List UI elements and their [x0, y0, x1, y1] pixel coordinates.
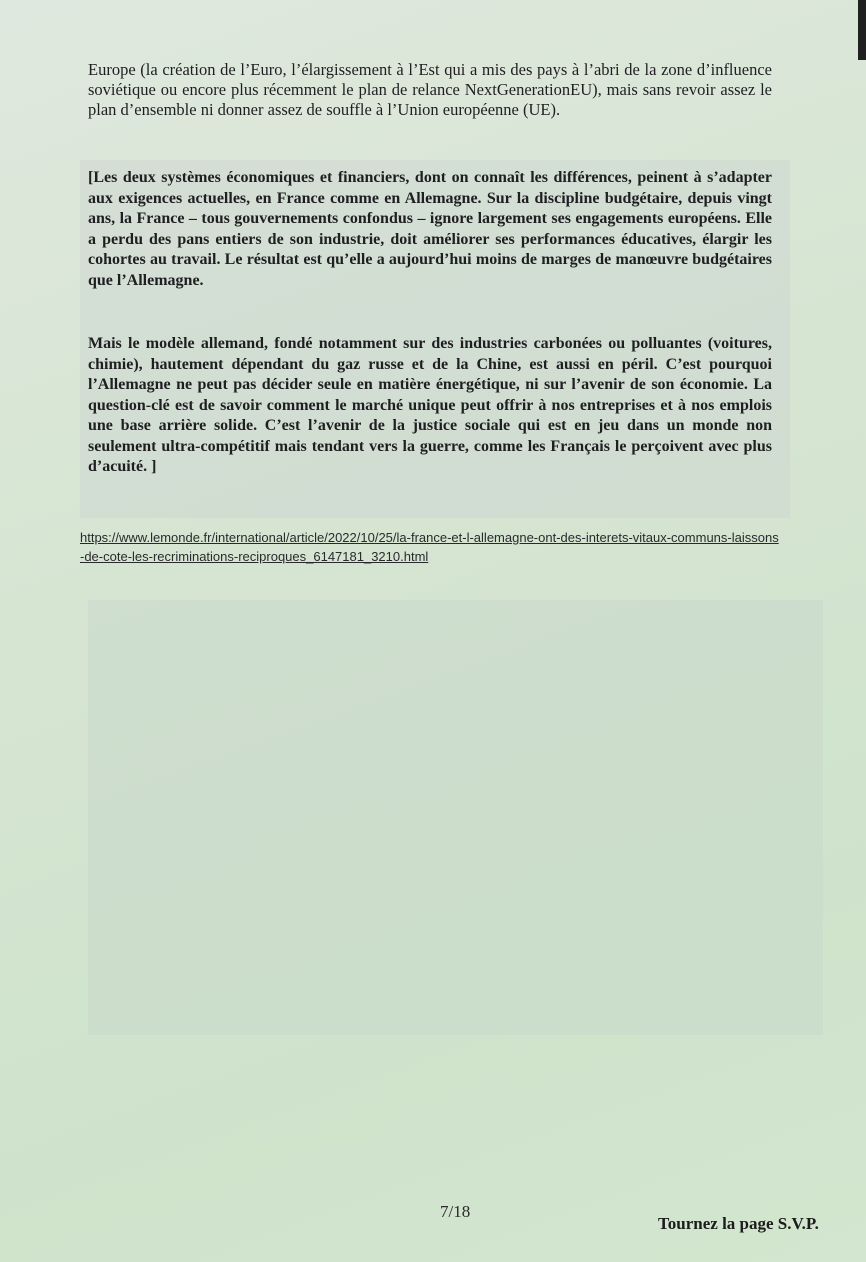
intro-paragraph: Europe (la création de l’Euro, l’élargissement à l’Est qui a mis des pays à l’abri de la zone d’influence soviétique ou encore plus récemment le plan de relance NextGenerationEU), mais sans revoir assez le plan d’ensemble ni donner assez de souffle à l’Union européenne (UE).	[88, 60, 772, 119]
quote-paragraph-1: [Les deux systèmes économiques et financiers, dont on connaît les différences, peinent à s’adapter aux exigences actuelles, en France comme en Allemagne. Sur la discipline budgétaire, depuis vingt ans, la France – tous gouvernements confondus – ignore largement ses engagements européens. Elle a perdu des pans entiers de son industrie, doit améliorer ses performances éducatives, élargir les cohortes au travail. Le résultat est qu’elle a aujourd’hui moins de marges de manœuvre budgétaires que l’Allemagne.	[88, 169, 772, 289]
source-link[interactable]: https://www.lemonde.fr/international/article/2022/10/25/la-france-et-l-allemagne-ont-des-interets-vitaux-communs-laissons-de-cote-les-recriminations-reciproques_6147181_3210.html	[80, 530, 779, 564]
page-edge	[858, 0, 866, 60]
faded-background-image	[88, 600, 823, 1035]
page-number: 7/18	[440, 1202, 471, 1221]
turn-page-notice: Tournez la page S.V.P.	[658, 1214, 819, 1233]
quote-paragraph-2: Mais le modèle allemand, fondé notamment sur des industries carbonées ou polluantes (voitures, chimie), hautement dépendant du gaz russe et de la Chine, est aussi en péril. C’est pourquoi l’Allemagne ne peut pas décider seule en matière énergétique, ni sur l’avenir de son économie. La question-clé est de savoir comment le marché unique peut offrir à nos entreprises et à nos emplois une base arrière solide. C’est l’avenir de la justice sociale qui est en jeu dans un monde non seulement ultra-compétitif mais tendant vers la guerre, comme les Français le perçoivent avec plus d’acuité. ]	[88, 335, 772, 475]
